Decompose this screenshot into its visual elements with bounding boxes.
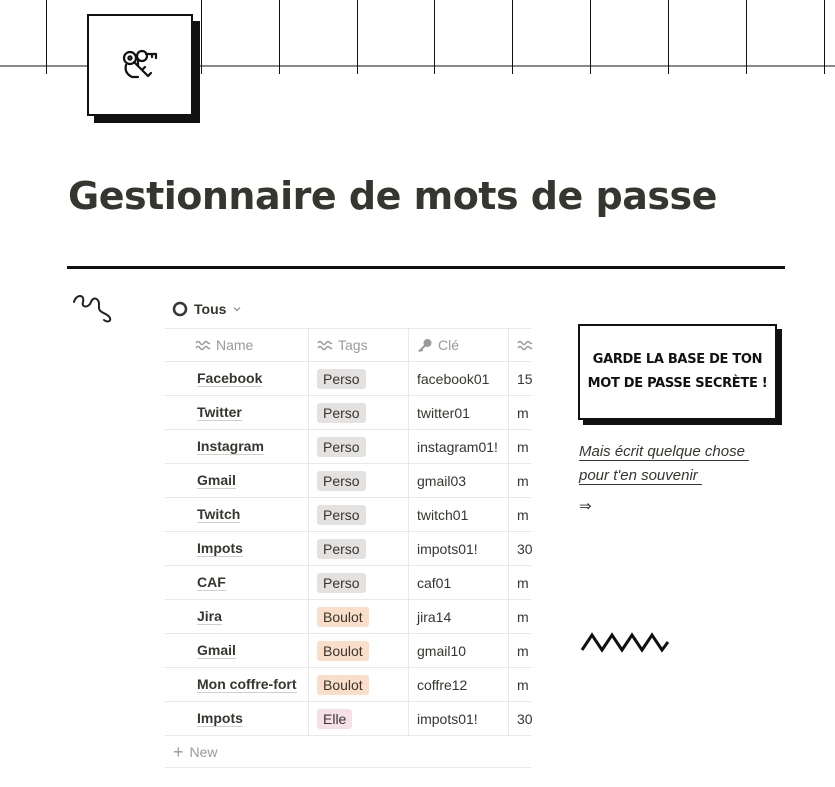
cell-key[interactable]: [409, 668, 509, 701]
table-row[interactable]: [165, 532, 531, 566]
cell-name[interactable]: [165, 362, 309, 395]
row-extra: m: [517, 642, 529, 659]
row-extra: m: [517, 404, 529, 421]
tag-badge: Perso: [317, 437, 366, 457]
cell-tags[interactable]: [309, 600, 409, 633]
table-body: [165, 362, 531, 736]
cell-name[interactable]: [165, 430, 309, 463]
page-title: Gestionnaire de mots de passe: [68, 174, 717, 218]
row-key: caf01: [417, 574, 452, 591]
key-icon: [417, 338, 433, 352]
callout-line-1: GARDE LA BASE DE TON: [592, 352, 763, 367]
row-extra: m: [517, 506, 529, 523]
tag-badge: Boulot: [317, 607, 369, 627]
row-extra: 30: [517, 710, 533, 727]
cell-name[interactable]: [165, 532, 309, 565]
chevron-down-icon[interactable]: [232, 304, 242, 314]
cell-extra[interactable]: [509, 464, 531, 497]
text-property-icon: [195, 339, 211, 351]
column-header-tags[interactable]: Tags: [309, 329, 409, 361]
zigzag-decoration: [580, 630, 670, 654]
row-name[interactable]: CAF: [197, 574, 226, 590]
new-row-button[interactable]: + New: [165, 736, 531, 768]
callout-box: [578, 324, 777, 420]
row-key: impots01!: [417, 710, 478, 727]
cell-name[interactable]: [165, 498, 309, 531]
row-name[interactable]: Gmail: [197, 642, 236, 658]
table-row[interactable]: [165, 430, 531, 464]
tag-badge: Perso: [317, 505, 366, 525]
keys-icon: [118, 43, 162, 87]
row-extra: 15: [517, 370, 533, 387]
cell-name[interactable]: [165, 702, 309, 735]
cell-tags[interactable]: [309, 702, 409, 735]
tag-badge: Boulot: [317, 675, 369, 695]
cell-key[interactable]: [409, 464, 509, 497]
cell-key[interactable]: [409, 532, 509, 565]
cell-extra[interactable]: [509, 600, 531, 633]
tag-badge: Boulot: [317, 641, 369, 661]
view-tab-label: Tous: [194, 301, 227, 317]
row-name[interactable]: Mon coffre-fort: [197, 676, 297, 692]
table-row[interactable]: [165, 396, 531, 430]
cell-name[interactable]: [165, 634, 309, 667]
table-header: [165, 328, 531, 362]
row-extra: m: [517, 438, 529, 455]
note-line-2: pour t'en souvenir: [579, 467, 702, 485]
table-row[interactable]: [165, 600, 531, 634]
row-key: instagram01!: [417, 438, 498, 455]
table-row[interactable]: [165, 702, 531, 736]
cell-name[interactable]: [165, 668, 309, 701]
cell-tags[interactable]: [309, 634, 409, 667]
arrow-right-icon: ⇒: [579, 498, 592, 515]
row-name[interactable]: Instagram: [197, 438, 264, 454]
cell-tags[interactable]: [309, 498, 409, 531]
page-icon-box[interactable]: [87, 14, 193, 116]
table-row[interactable]: [165, 464, 531, 498]
cell-tags[interactable]: [309, 362, 409, 395]
row-extra: 30: [517, 540, 533, 557]
cell-tags[interactable]: [309, 668, 409, 701]
row-name[interactable]: Impots: [197, 540, 243, 556]
row-extra: m: [517, 608, 529, 625]
plus-icon: +: [173, 741, 184, 762]
row-extra: m: [517, 574, 529, 591]
callout-line-2: MOT DE PASSE SECRÈTE !: [587, 376, 768, 391]
row-name[interactable]: Twitter: [197, 404, 242, 420]
row-key: twitter01: [417, 404, 470, 421]
row-key: jira14: [417, 608, 452, 625]
tag-badge: Perso: [317, 539, 366, 559]
cell-name[interactable]: [165, 464, 309, 497]
cell-name[interactable]: [165, 396, 309, 429]
cell-key[interactable]: [409, 498, 509, 531]
column-header-name[interactable]: Name: [165, 329, 309, 361]
table-row[interactable]: [165, 634, 531, 668]
column-header-extra[interactable]: [509, 329, 531, 361]
row-key: gmail10: [417, 642, 467, 659]
password-table: [165, 328, 531, 769]
cell-extra[interactable]: [509, 532, 531, 565]
note-line-1: Mais écrit quelque chose: [579, 443, 749, 461]
cell-name[interactable]: [165, 566, 309, 599]
divider: [67, 266, 785, 269]
circle-icon: [172, 301, 188, 317]
cell-extra[interactable]: [509, 634, 531, 667]
table-row[interactable]: [165, 668, 531, 702]
table-row[interactable]: [165, 566, 531, 600]
cell-extra[interactable]: [509, 668, 531, 701]
row-name[interactable]: Facebook: [197, 370, 263, 386]
squiggle-decoration: [70, 290, 116, 326]
cell-name[interactable]: [165, 600, 309, 633]
tag-badge: Elle: [317, 709, 352, 729]
row-extra: m: [517, 472, 529, 489]
cell-tags[interactable]: [309, 396, 409, 429]
row-key: impots01!: [417, 540, 478, 557]
cell-extra[interactable]: [509, 498, 531, 531]
row-key: facebook01: [417, 370, 490, 387]
row-key: coffre12: [417, 676, 468, 693]
row-key: gmail03: [417, 472, 467, 489]
cell-key[interactable]: [409, 634, 509, 667]
cell-tags[interactable]: [309, 566, 409, 599]
row-name[interactable]: Gmail: [197, 472, 236, 488]
text-property-icon: [317, 339, 333, 351]
row-name[interactable]: Impots: [197, 710, 243, 726]
cell-key[interactable]: [409, 430, 509, 463]
tag-badge: Perso: [317, 369, 366, 389]
table-row[interactable]: [165, 362, 531, 396]
cell-tags[interactable]: [309, 532, 409, 565]
row-extra: m: [517, 676, 529, 693]
cell-key[interactable]: [409, 396, 509, 429]
row-key: twitch01: [417, 506, 469, 523]
cell-key[interactable]: [409, 600, 509, 633]
cell-key[interactable]: [409, 702, 509, 735]
cell-extra[interactable]: [509, 566, 531, 599]
cell-extra[interactable]: [509, 362, 531, 395]
cell-tags[interactable]: [309, 464, 409, 497]
cell-key[interactable]: [409, 566, 509, 599]
column-header-key[interactable]: Clé: [409, 329, 509, 361]
row-name[interactable]: Jira: [197, 608, 222, 624]
row-name[interactable]: Twitch: [197, 506, 241, 522]
cell-key[interactable]: [409, 362, 509, 395]
tag-badge: Perso: [317, 403, 366, 423]
cell-extra[interactable]: [509, 396, 531, 429]
table-row[interactable]: [165, 498, 531, 532]
view-tab-all[interactable]: [172, 299, 242, 319]
cell-extra[interactable]: [509, 430, 531, 463]
tag-badge: Perso: [317, 471, 366, 491]
cell-tags[interactable]: [309, 430, 409, 463]
note-text: [579, 440, 779, 488]
text-property-icon: [517, 339, 533, 351]
cell-extra[interactable]: [509, 702, 531, 735]
tag-badge: Perso: [317, 573, 366, 593]
